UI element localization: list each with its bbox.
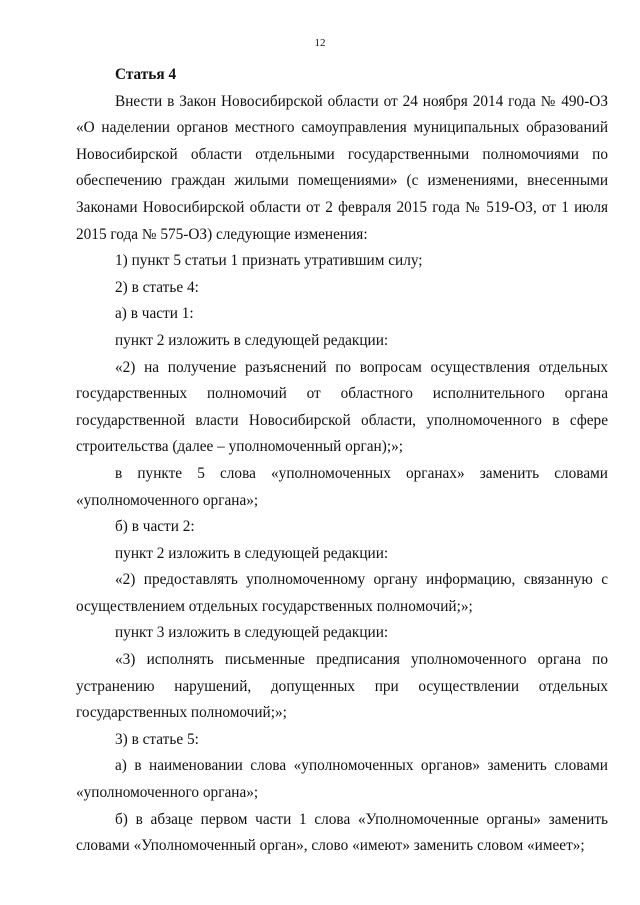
list-item: б) в абзаце первом части 1 слова «Уполномоченные органы» заменить словами «Уполномоченный орган», слово «имеют» заменить словом «имеет»; xyxy=(76,810,608,855)
article-heading: Статья 4 xyxy=(115,66,177,83)
list-item: 3) в статье 5: xyxy=(115,730,199,748)
list-item: пункт 2 изложить в следующей редакции: xyxy=(115,544,389,562)
page-number: 12 xyxy=(314,37,326,49)
list-item: в пункте 5 слова «уполномоченных органах» заменить словами «уполномоченного органа»; xyxy=(76,464,608,509)
quoted-paragraph: «3) исполнять письменные предписания уполномоченного органа по устранению нарушений, допущенных при осуществлении отдельных государственных полномочий;»; xyxy=(76,651,608,722)
list-item: б) в части 2: xyxy=(115,518,195,536)
list-item: а) в части 1: xyxy=(115,305,194,323)
list-item: 2) в статье 4: xyxy=(115,278,199,296)
document-body xyxy=(76,62,608,860)
intro-paragraph: Внести в Закон Новосибирской области от 24 ноября 2014 года № 490-ОЗ «О наделении органов местного самоуправления муниципальных образований Новосибирской области отдельными государственными полномочиями по обеспечению граждан жилыми помещениями» (с изменениями, внесенными Законами Новосибирской области от 2 февраля 2015 года № 519-ОЗ, от 1 июля 2015 года № 575-ОЗ) следующие изменения: xyxy=(76,92,608,243)
list-item: а) в наименовании слова «уполномоченных органов» заменить словами «уполномоченного органа»; xyxy=(76,757,608,802)
quoted-paragraph: «2) предоставлять уполномоченному органу информацию, связанную с осуществлением отдельных государственных полномочий;»; xyxy=(76,571,608,615)
list-item: 1) пункт 5 статьи 1 признать утратившим силу; xyxy=(115,252,423,270)
quoted-paragraph: «2) на получение разъяснений по вопросам осуществления отдельных государственных полномочий от областного исполнительного органа государственной власти Новосибирской области, уполномоченного в сфере строительства (далее – уполномоченный орган);»; xyxy=(76,358,608,456)
list-item: пункт 2 изложить в следующей редакции: xyxy=(115,331,389,349)
list-item: пункт 3 изложить в следующей редакции: xyxy=(115,624,389,642)
